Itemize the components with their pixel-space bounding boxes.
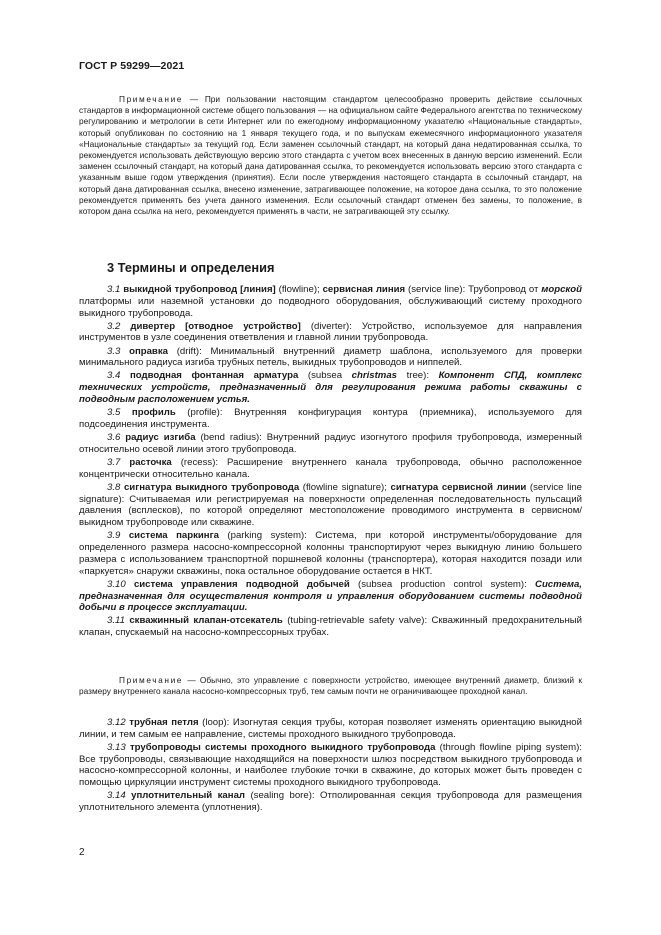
term-3-13: 3.13 трубопроводы системы проходного выкидного трубопровода (through flowline piping system): Все трубопроводы, связывающие находящийся на поверхности шлюз посредством выкидного трубопровода и насосно-компрессорной колонны, и наиболее глубокие точки в скважине, до которых может быть проведен с помощью циркуляции инструмент системы проходного выкидного трубопровода. xyxy=(79,741,582,789)
term-3-4: 3.4 подводная фонтанная арматура (subsea christmas tree): Компонент СПД, комплекс технических устройств, предназначенный для регулирования режима работы скважины с подводным расположением устья. xyxy=(79,370,582,406)
term-3-9: 3.9 система паркинга (parking system): Система, при которой инструменты/оборудование для определенного размера насосно-компрессорной колонны транспортируют через выкидную линию большего размера с использованием транспортной поршневой колонны (транспортера), которая находится позади или «паркуется» снаружи скважины, пока остальное оборудование остается в НКТ. xyxy=(79,530,582,577)
page-number: 2 xyxy=(79,847,85,858)
term-3-3: 3.3 оправка (drift): Минимальный внутренний диаметр шаблона, используемого для проверки минимального радиуса изгиба трубных петель, выкидных трубопроводов и ниппелей. xyxy=(79,345,582,369)
document-header: ГОСТ Р 59299—2021 xyxy=(79,60,185,72)
term-3-10: 3.10 система управления подводной добычей (subsea production control system): Система, предназначенная для осуществления контроля и управления оборудованием системы подводной добычи в процессе эксплуатации. xyxy=(79,578,582,614)
term-3-1: 3.1 выкидной трубопровод [линия] (flowline); сервисная линия (service line): Трубопровод от морской платформы или наземной установки до подводного оборудования, обслуживающий систему проходного выкидного трубопровода. xyxy=(79,284,583,319)
note-label: Примечание xyxy=(119,94,184,104)
note-text: — При пользовании настоящим стандартом целесообразно проверить действие ссылочных стандартов в информационной системе общего пользования — на официальном сайте Федерального агентства по техническому регулированию и метрологии в сети Интернет или по ежегодному информационному указателю «Национальные стандарты», который опубликован по состоянию на 1 января текущего года, и по выпускам ежемесячного информационного указателя «Национальные стандарты» за текущий год. Если заменен ссылочный стандарт, на который дана недатированная ссылка, то рекомендуется использовать действующую версию этого стандарта с учетом всех внесенных в данную версию изменений. Если заменен ссылочный стандарт, на который дана датированная ссылка, то рекомендуется использовать версию этого стандарта с указанным выше годом утверждения (принятия). Если после утверждения настоящего стандарта в ссылочный стандарт, на который дана датированная ссылка, внесено изменение, затрагивающее положение, на которое дана ссылка, то это положение рекомендуется применять без учета данного изменения. Если ссылочный стандарт отменен без замены, то положение, в котором дана ссылка на него, рекомендуется применять в части, не затрагивающей эту ссылку. xyxy=(79,94,582,217)
note-label: Примечание xyxy=(119,675,184,685)
term-3-5: 3.5 профиль (profile): Внутренняя конфигурация контура (приемника), используемого для подсоединения инструмента. xyxy=(79,407,582,430)
reference-note xyxy=(79,94,582,217)
terms-list xyxy=(79,284,582,640)
terms-list-continued xyxy=(79,717,582,815)
term-3-7: 3.7 расточка (recess): Расширение внутреннего канала трубопровода, обычно расположенное концентрически относительно канала. xyxy=(79,456,583,480)
term-note xyxy=(79,675,582,697)
note-text: — Обычно, это управление с поверхности устройство, имеющее внутренний диаметр, близкий к размеру внутреннего канала насосно-компрессорных труб, тем самым почти не ограничивающее проходной канал. xyxy=(79,675,582,697)
term-3-6: 3.6 радиус изгиба (bend radius): Внутренний радиус изогнутого профиля трубопровода, измеренный относительно осевой линии этого трубопровода. xyxy=(79,432,582,455)
section-title: 3 Термины и определения xyxy=(107,260,275,275)
term-3-8: 3.8 сигнатура выкидного трубопровода (flowline signature); сигнатура сервисной линии (service line signature): Считываемая или регистрируемая на поверхности определенная последовательность пульсаций давления (всплесков), по которой определяют местоположение проводимого инструмента в сервисном/выкидном трубопроводе или скважине. xyxy=(79,481,583,529)
term-3-14: 3.14 уплотнительный канал (sealing bore): Отполированная секция трубопровода для размещения уплотнительного элемента (уплотнения). xyxy=(79,790,582,814)
term-3-11: 3.11 скважинный клапан-отсекатель (tubing-retrievable safety valve): Скважинный предохранительный клапан, спускаемый на насосно-компрессорных трубах. xyxy=(79,615,582,639)
term-3-2: 3.2 дивертер [отводное устройство] (diverter): Устройство, используемое для направления инструментов в узле соединения ответвления и главной линии трубопровода. xyxy=(79,320,582,344)
term-3-12: 3.12 трубная петля (loop): Изогнутая секция трубы, которая позволяет изменять ориентацию выкидной линии, и тем самым ее направление, системы проходного выкидного трубопровода. xyxy=(79,717,583,740)
